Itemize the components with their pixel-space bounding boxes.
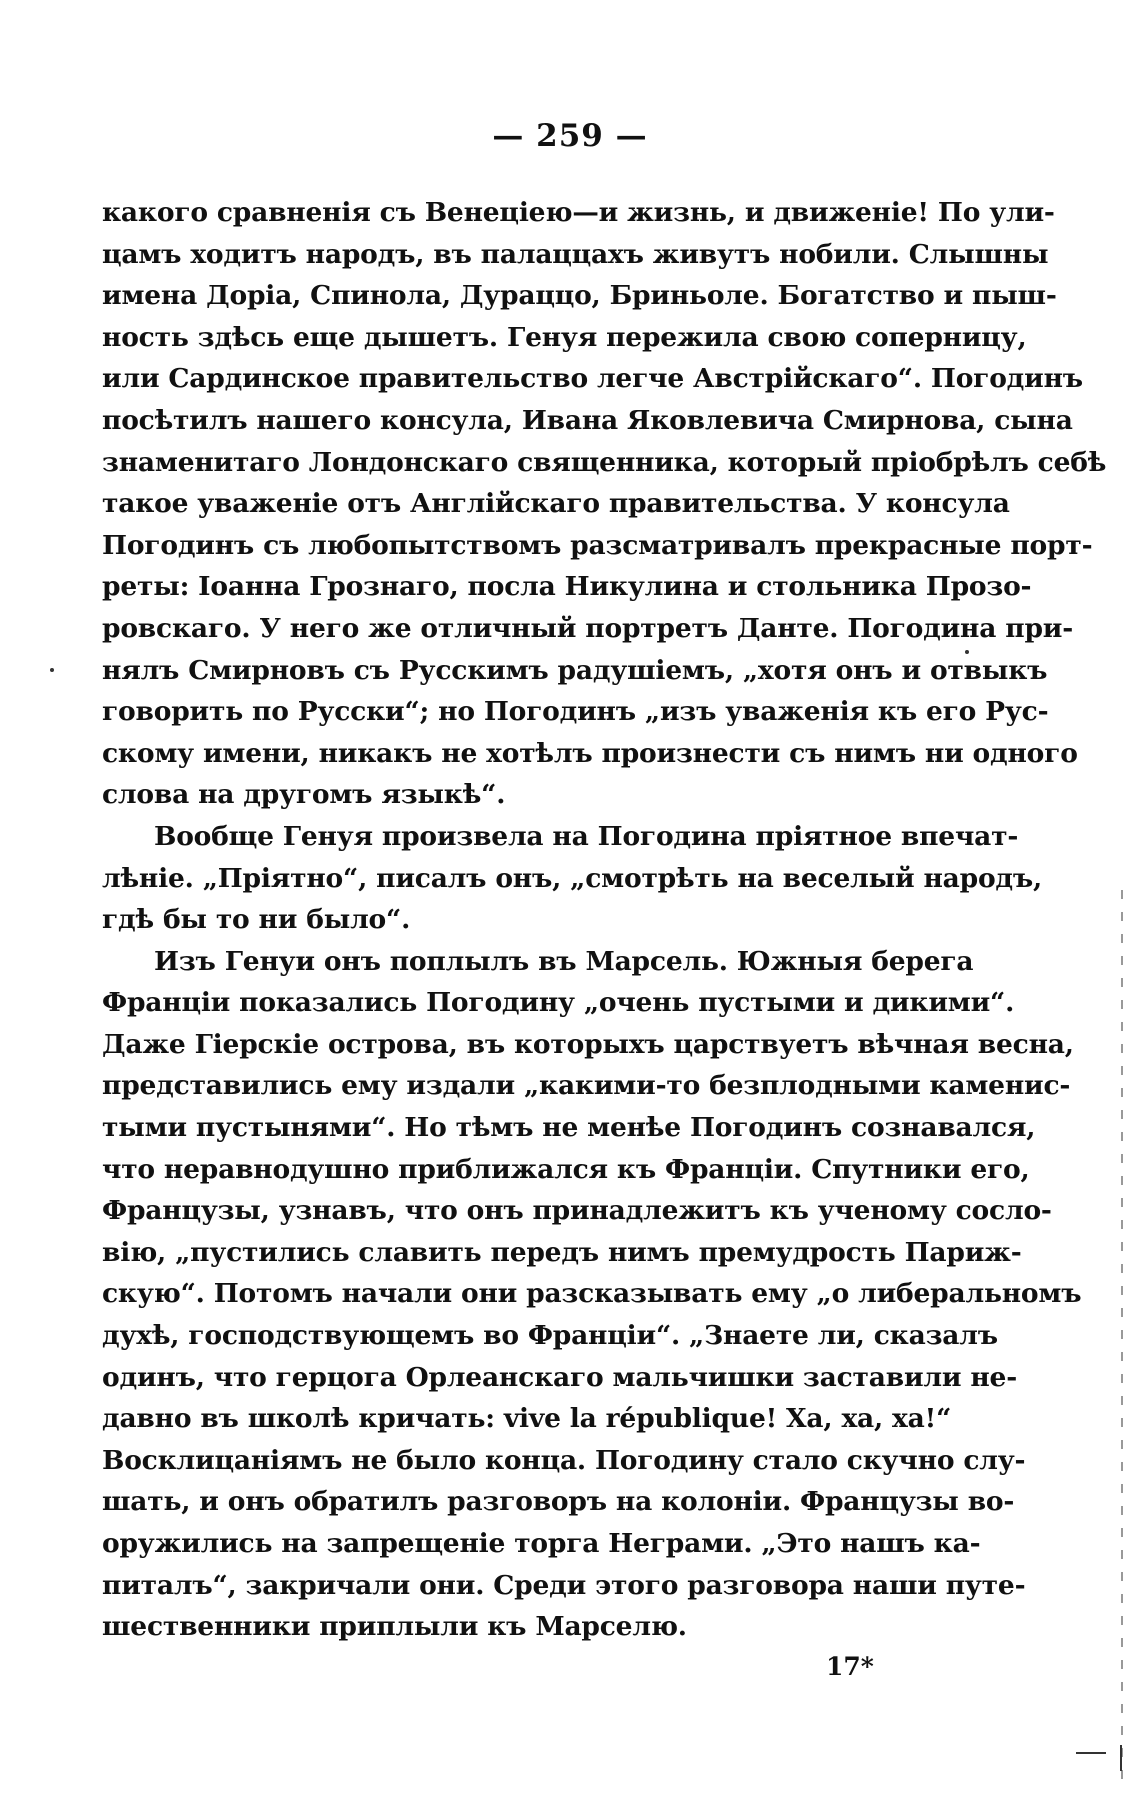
text-line: шественники приплыли къ Марселю. [102,1611,687,1643]
text-line: что неравнодушно приближался къ Франціи. Спутники его, [102,1153,1030,1185]
text-line: какого сравненія съ Венеціею—и жизнь, и движеніе! По ули- [102,197,1055,228]
text-line: цамъ ходитъ народъ, въ палаццахъ живутъ нобили. Слышны [102,238,1049,270]
page-number: — 259 — [492,118,648,154]
text-line: Восклицаніямъ не было конца. Погодину стало скучно слу- [102,1444,1026,1476]
text-line: гдѣ бы то ни было“. [102,904,411,936]
text-line: посѣтилъ нашего консула, Ивана Яковлевича Смирнова, сына [102,404,1073,436]
text-line: духѣ, господствующемъ во Франціи“. „Знаете ли, сказалъ [102,1320,998,1352]
text-line: скому имени, никакъ не хотѣлъ произнести съ нимъ ни одного [102,737,1078,769]
text-line: ность здѣсь еще дышетъ. Генуя пережила свою соперницу, [102,321,1027,353]
text-line: представились ему издали „какими-то безплодными каменис- [102,1070,1071,1102]
text-line: Французы, узнавъ, что онъ принадлежитъ къ ученому сосло- [102,1195,1052,1227]
text-line: знаменитаго Лондонскаго священника, который пріобрѣлъ себѣ [102,446,1107,478]
margin-dot-right [965,650,969,654]
text-line: реты: Іоанна Грознаго, посла Никулина и стольника Прозо- [102,571,1032,603]
text-line: слова на другомъ языкѣ“. [102,779,506,811]
text-line: ровскаго. У него же отличный портретъ Данте. Погодина при- [102,612,1074,644]
text-line: говорить по Русски“; но Погодинъ „изъ уваженія къ его Рус- [102,696,1049,728]
body-text [102,192,1107,1648]
text-line: одинъ, что герцога Орлеанскаго мальчишки заставили не- [102,1361,1018,1393]
text-line: шать, и онъ обратилъ разговоръ на колоніи. Французы во- [102,1486,1015,1518]
right-edge-scan-marks [1121,890,1123,1790]
text-line: Даже Гіерскіе острова, въ которыхъ царствуетъ вѣчная весна, [102,1028,1074,1060]
text-line: скую“. Потомъ начали они разсказывать ему „о либеральномъ [102,1278,1082,1310]
text-line: Франціи показались Погодину „очень пустыми и дикими“. [102,987,1015,1019]
margin-dot-left [50,668,54,672]
text-line: питалъ“, закричали они. Среди этого разговора наши путе- [102,1569,1026,1601]
text-line: Вообще Генуя произвела на Погодина пріятное впечат- [154,820,1019,852]
text-line: Погодинъ съ любопытствомъ разсматривалъ прекрасные порт- [102,529,1093,561]
text-line: Изъ Генуи онъ поплылъ въ Марсель. Южныя берега [154,945,974,977]
text-line: лѣніе. „Пріятно“, писалъ онъ, „смотрѣть на веселый народъ, [102,862,1043,894]
text-line: такое уваженіе отъ Англійскаго правительства. У консула [102,488,1010,520]
text-line: или Сардинское правительство легче Австрійскаго“. Погодинъ [102,363,1083,395]
signature-mark: 17* [826,1652,874,1681]
bottom-scan-tick-vertical [1120,1745,1122,1771]
text-line: тыми пустынями“. Но тѣмъ не менѣе Погодинъ сознавался, [102,1112,1036,1144]
text-line: давно въ школѣ кричать: vive la république! Ха, ха, ха!“ [102,1403,952,1435]
text-line: имена Доріа, Спинола, Дураццо, Бриньоле. Богатство и пыш- [102,280,1057,312]
bottom-scan-tick [1076,1752,1106,1754]
text-line: нялъ Смирновъ съ Русскимъ радушіемъ, „хотя онъ и отвыкъ [102,654,1048,686]
text-line: оружились на запрещеніе торга Неграми. „Это нашъ ка- [102,1528,981,1559]
text-line: вію, „пустились славить передъ нимъ премудрость Париж- [102,1236,1022,1268]
